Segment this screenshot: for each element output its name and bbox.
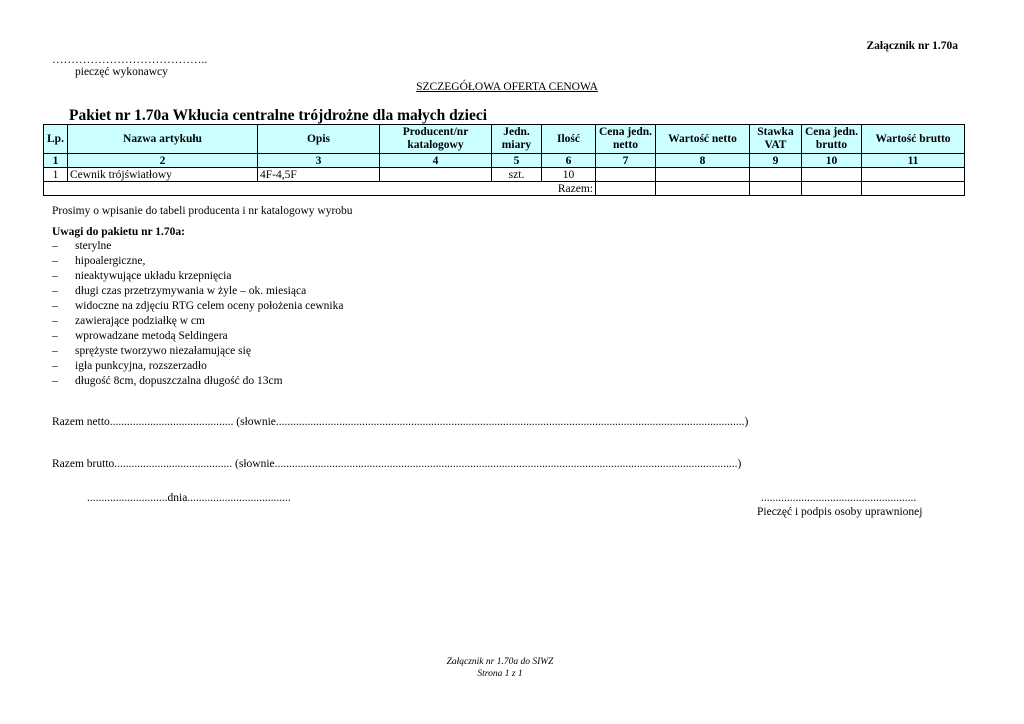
note-text: zawierające podziałkę w cm — [75, 315, 205, 327]
row-vat-rate[interactable] — [750, 168, 802, 182]
sum-cell — [750, 182, 802, 196]
document-title: SZCZEGÓŁOWA OFERTA CENOWA — [416, 81, 598, 93]
note-text: sterylne — [75, 240, 112, 252]
sum-row — [44, 182, 965, 196]
list-item — [52, 374, 343, 389]
list-item — [52, 359, 343, 374]
number-cell: 7 — [596, 154, 656, 168]
row-net-value[interactable] — [656, 168, 750, 182]
note-text: sprężyste tworzywo niezałamujące się — [75, 345, 251, 357]
header-cell: Jedn. miary — [492, 125, 542, 154]
note-text: długi czas przetrzymywania w żyle – ok. miesiąca — [75, 285, 307, 297]
dash-bullet: – — [52, 255, 58, 267]
note-text: wprowadzane metodą Seldingera — [75, 330, 228, 342]
table-row — [44, 168, 965, 182]
row-net-unit-price[interactable] — [596, 168, 656, 182]
sum-label: Razem: — [44, 182, 596, 196]
dash-bullet: – — [52, 285, 58, 297]
row-producer[interactable] — [380, 168, 492, 182]
footer-page-number: Strona 1 z 1 — [477, 669, 523, 679]
number-cell: 6 — [542, 154, 596, 168]
sum-net-value[interactable] — [656, 182, 750, 196]
header-cell: Wartość netto — [656, 125, 750, 154]
dash-bullet: – — [52, 345, 58, 357]
number-cell: 3 — [258, 154, 380, 168]
dash-bullet: – — [52, 270, 58, 282]
package-title: Pakiet nr 1.70a Wkłucia centralne trójdrożne dla małych dzieci — [69, 107, 488, 124]
list-item — [52, 314, 343, 329]
header-cell: Stawka VAT — [750, 125, 802, 154]
notes-heading: Uwagi do pakietu nr 1.70a: — [52, 226, 186, 238]
stamp-label: pieczęć wykonawcy — [75, 66, 168, 78]
list-item — [52, 299, 343, 314]
number-cell: 4 — [380, 154, 492, 168]
total-gross-line[interactable]: Razem brutto......................................... (słownie.................................................................................................................................................................) — [52, 458, 742, 470]
number-cell: 10 — [802, 154, 862, 168]
table-header-row — [44, 125, 965, 154]
dash-bullet: – — [52, 330, 58, 342]
row-name: Cewnik trójświatłowy — [68, 168, 258, 182]
signature-dots[interactable]: ...................................................... — [761, 492, 917, 504]
dash-bullet: – — [52, 300, 58, 312]
dash-bullet: – — [52, 375, 58, 387]
list-item — [52, 329, 343, 344]
total-net-line[interactable]: Razem netto........................................... (słownie...................................................................................................................................................................) — [52, 416, 749, 428]
column-number-row — [44, 154, 965, 168]
row-gross-value[interactable] — [862, 168, 965, 182]
row-gross-unit-price[interactable] — [802, 168, 862, 182]
note-text: igła punkcyjna, rozszerzadło — [75, 360, 207, 372]
header-cell: Producent/nr katalogowy — [380, 125, 492, 154]
list-item — [52, 269, 343, 284]
header-cell: Wartość brutto — [862, 125, 965, 154]
notes-list — [52, 239, 343, 389]
signature-label: Pieczęć i podpis osoby uprawnionej — [757, 506, 923, 518]
number-cell: 9 — [750, 154, 802, 168]
number-cell: 5 — [492, 154, 542, 168]
number-cell: 1 — [44, 154, 68, 168]
header-cell: Cena jedn. brutto — [802, 125, 862, 154]
number-cell: 2 — [68, 154, 258, 168]
note-text: widoczne na zdjęciu RTG celem oceny położenia cewnika — [75, 300, 344, 312]
row-qty: 10 — [542, 168, 596, 182]
note-text: nieaktywujące układu krzepnięcia — [75, 270, 232, 282]
note-text: hipoalergiczne, — [75, 255, 146, 267]
list-item — [52, 254, 343, 269]
row-lp: 1 — [44, 168, 68, 182]
header-cell: Cena jedn. netto — [596, 125, 656, 154]
header-cell: Nazwa artykułu — [68, 125, 258, 154]
header-cell: Lp. — [44, 125, 68, 154]
sum-cell — [596, 182, 656, 196]
dash-bullet: – — [52, 315, 58, 327]
header-cell: Opis — [258, 125, 380, 154]
header-cell: Ilość — [542, 125, 596, 154]
number-cell: 8 — [656, 154, 750, 168]
list-item — [52, 239, 343, 254]
date-line[interactable]: ............................dnia.................................... — [87, 492, 291, 504]
attachment-label: Załącznik nr 1.70a — [866, 40, 958, 52]
note-text: długość 8cm, dopuszczalna długość do 13cm — [75, 375, 283, 387]
offer-table — [43, 124, 965, 196]
number-cell: 11 — [862, 154, 965, 168]
stamp-dots: ………………………………….. — [52, 54, 208, 66]
footer-attachment: Załącznik nr 1.70a do SIWZ — [446, 657, 554, 667]
list-item — [52, 344, 343, 359]
row-unit: szt. — [492, 168, 542, 182]
producer-notice: Prosimy o wpisanie do tabeli producenta i nr katalogowy wyrobu — [52, 205, 353, 217]
list-item — [52, 284, 343, 299]
sum-cell — [802, 182, 862, 196]
row-desc: 4F-4,5F — [258, 168, 380, 182]
dash-bullet: – — [52, 360, 58, 372]
sum-gross-value[interactable] — [862, 182, 965, 196]
dash-bullet: – — [52, 240, 58, 252]
